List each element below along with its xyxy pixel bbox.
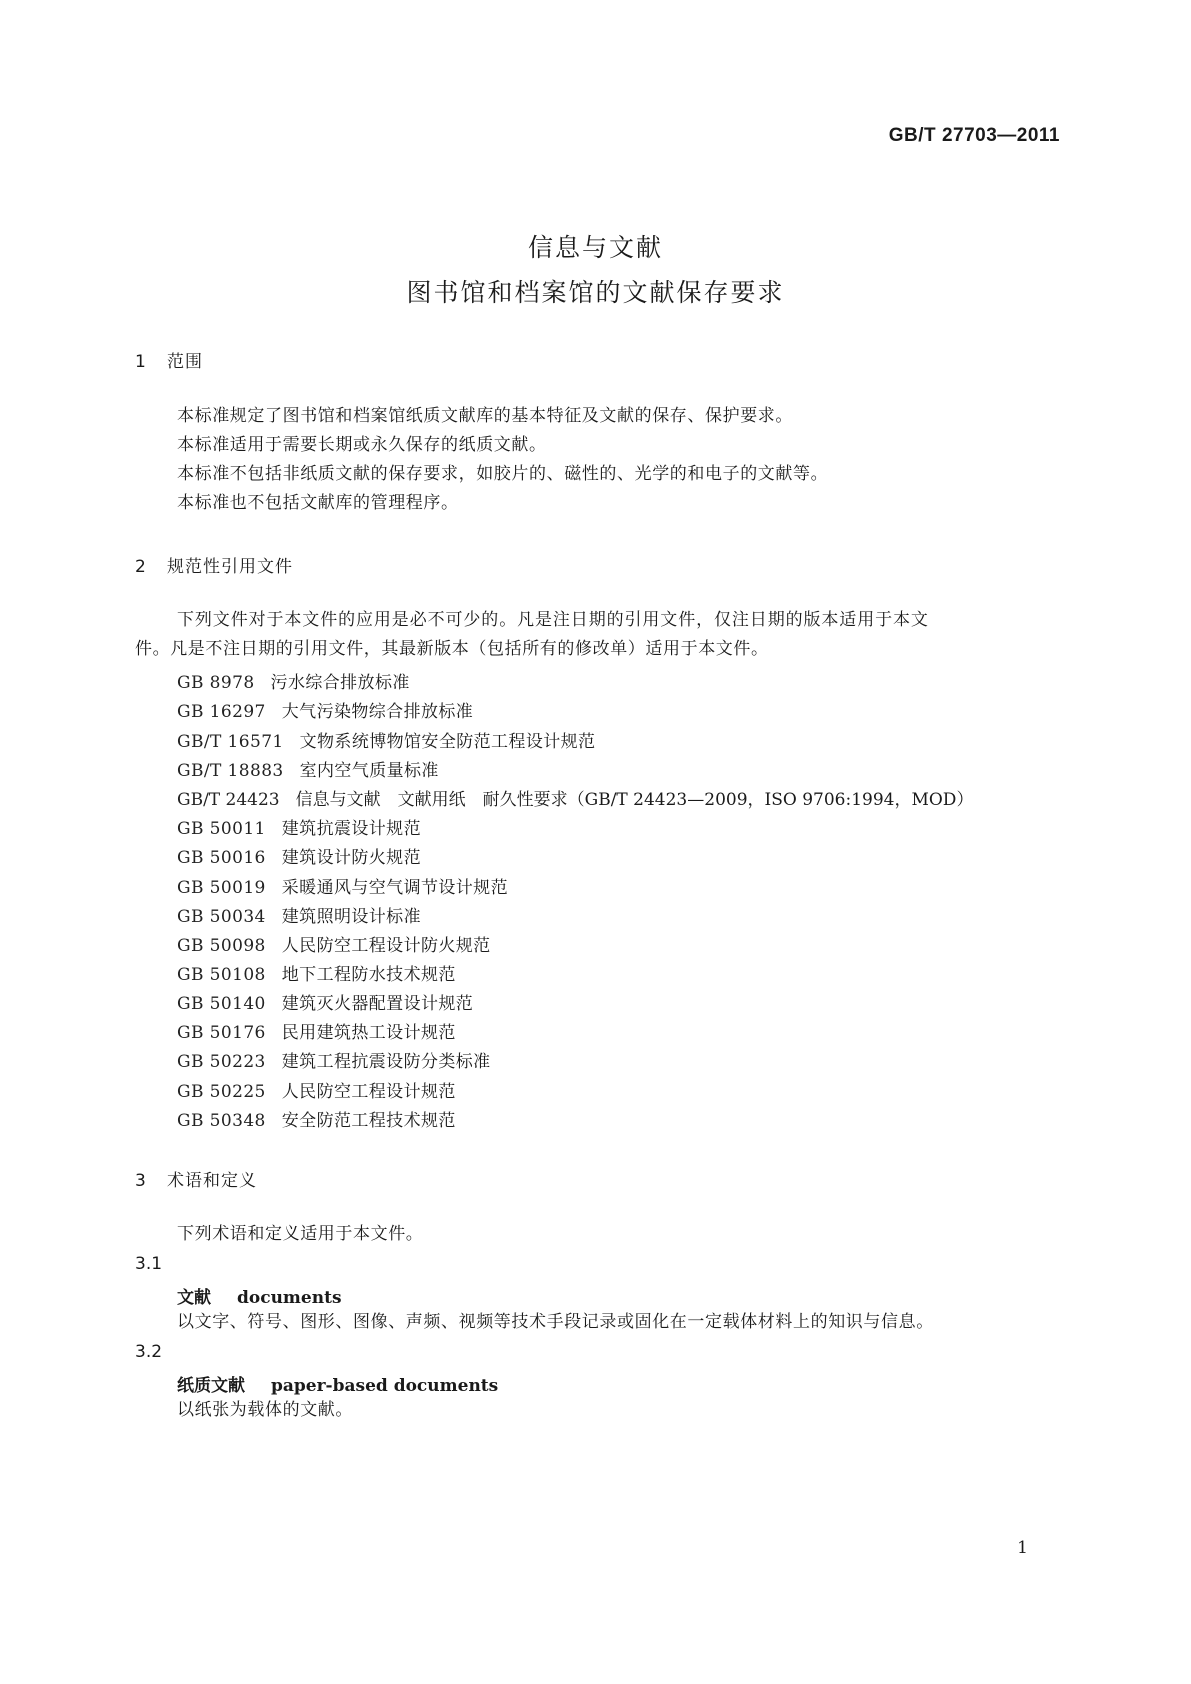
reference-item [177,1018,456,1043]
reference-title: 文物系统博物馆安全防范工程设计规范 [299,732,596,752]
reference-item [177,756,439,781]
reference-code: GB 50140 [177,994,266,1014]
reference-title: 采暖通风与空气调节设计规范 [281,878,508,898]
reference-code: GB 8978 [177,673,255,693]
reference-title: 地下工程防水技术规范 [281,965,456,985]
reference-title: 建筑抗震设计规范 [281,819,421,839]
term-definition: 以文字、符号、图形、图像、声频、视频等技术手段记录或固化在一定载体材料上的知识与信息。 [177,1312,934,1332]
reference-code: GB/T 24423 [177,790,280,810]
reference-code: GB 50011 [177,819,266,839]
reference-code: GB 50034 [177,907,266,927]
reference-title: 安全防范工程技术规范 [281,1111,456,1131]
reference-code: GB 50108 [177,965,266,985]
paragraph: 本标准不包括非纸质文献的保存要求，如胶片的、磁性的、光学的和电子的文献等。 [177,464,829,484]
reference-code: GB 50019 [177,878,266,898]
term-definition: 以纸张为载体的文献。 [177,1400,353,1420]
paragraph: 本标准适用于需要长期或永久保存的纸质文献。 [177,435,547,455]
term-heading [177,1283,342,1308]
reference-code: GB 50348 [177,1111,266,1131]
reference-code: GB/T 18883 [177,761,284,781]
term-heading [177,1371,498,1396]
reference-title: 建筑设计防火规范 [281,848,421,868]
standard-code: GB/T 27703—2011 [888,125,1060,146]
reference-item [177,1077,456,1102]
reference-title: 民用建筑热工设计规范 [281,1023,456,1043]
reference-item [177,814,421,839]
paragraph: 本标准规定了图书馆和档案馆纸质文献库的基本特征及文献的保存、保护要求。 [177,406,793,426]
reference-item [177,873,508,898]
reference-title: 建筑照明设计标准 [281,907,421,927]
reference-code: GB 50223 [177,1052,266,1072]
term-en: paper-based documents [271,1376,499,1396]
section-heading-terms-definitions [135,1166,257,1191]
paragraph: 本标准也不包括文献库的管理程序。 [177,493,459,513]
reference-item [177,727,595,752]
term-zh: 纸质文献 [177,1376,245,1396]
section-title: 规范性引用文件 [167,557,293,577]
reference-title: 信息与文献 文献用纸 耐久性要求（GB/T 24423—2009，ISO 9706:1994，MOD） [295,790,974,810]
reference-item [177,785,973,810]
document-title-line1: 信息与文献 [527,233,663,262]
section-number: 3 [135,1171,147,1191]
section-title: 术语和定义 [167,1171,257,1191]
reference-code: GB/T 16571 [177,732,284,752]
page-number: 1 [1017,1538,1028,1558]
reference-code: GB 50225 [177,1082,266,1102]
reference-item [177,902,421,927]
reference-item [177,1106,456,1131]
reference-title: 大气污染物综合排放标准 [281,702,474,722]
section-heading-scope [135,347,203,372]
term-number: 3.1 [135,1254,163,1274]
reference-title: 人民防空工程设计规范 [281,1082,456,1102]
document-title-line2: 图书馆和档案馆的文献保存要求 [406,278,785,307]
reference-title: 人民防空工程设计防火规范 [281,936,491,956]
reference-item [177,931,491,956]
reference-code: GB 50016 [177,848,266,868]
section-number: 2 [135,557,147,577]
reference-title: 污水综合排放标准 [270,673,410,693]
paragraph: 件。凡是不注日期的引用文件，其最新版本（包括所有的修改单）适用于本文件。 [135,639,769,659]
reference-item [177,843,421,868]
paragraph: 下列文件对于本文件的应用是必不可少的。凡是注日期的引用文件，仅注日期的版本适用于本文 [177,610,929,630]
term-number: 3.2 [135,1342,163,1362]
section-number: 1 [135,352,147,372]
reference-code: GB 50176 [177,1023,266,1043]
reference-code: GB 50098 [177,936,266,956]
section-title: 范围 [167,352,203,372]
reference-item [177,989,473,1014]
term-zh: 文献 [177,1288,211,1308]
paragraph: 下列术语和定义适用于本文件。 [177,1224,424,1244]
reference-title: 建筑工程抗震设防分类标准 [281,1052,491,1072]
term-en: documents [237,1288,342,1308]
reference-title: 建筑灭火器配置设计规范 [281,994,474,1014]
reference-code: GB 16297 [177,702,266,722]
section-heading-normative-references [135,552,293,577]
reference-item [177,697,473,722]
reference-item [177,1047,491,1072]
reference-item [177,960,456,985]
reference-item [177,668,410,693]
reference-title: 室内空气质量标准 [299,761,439,781]
